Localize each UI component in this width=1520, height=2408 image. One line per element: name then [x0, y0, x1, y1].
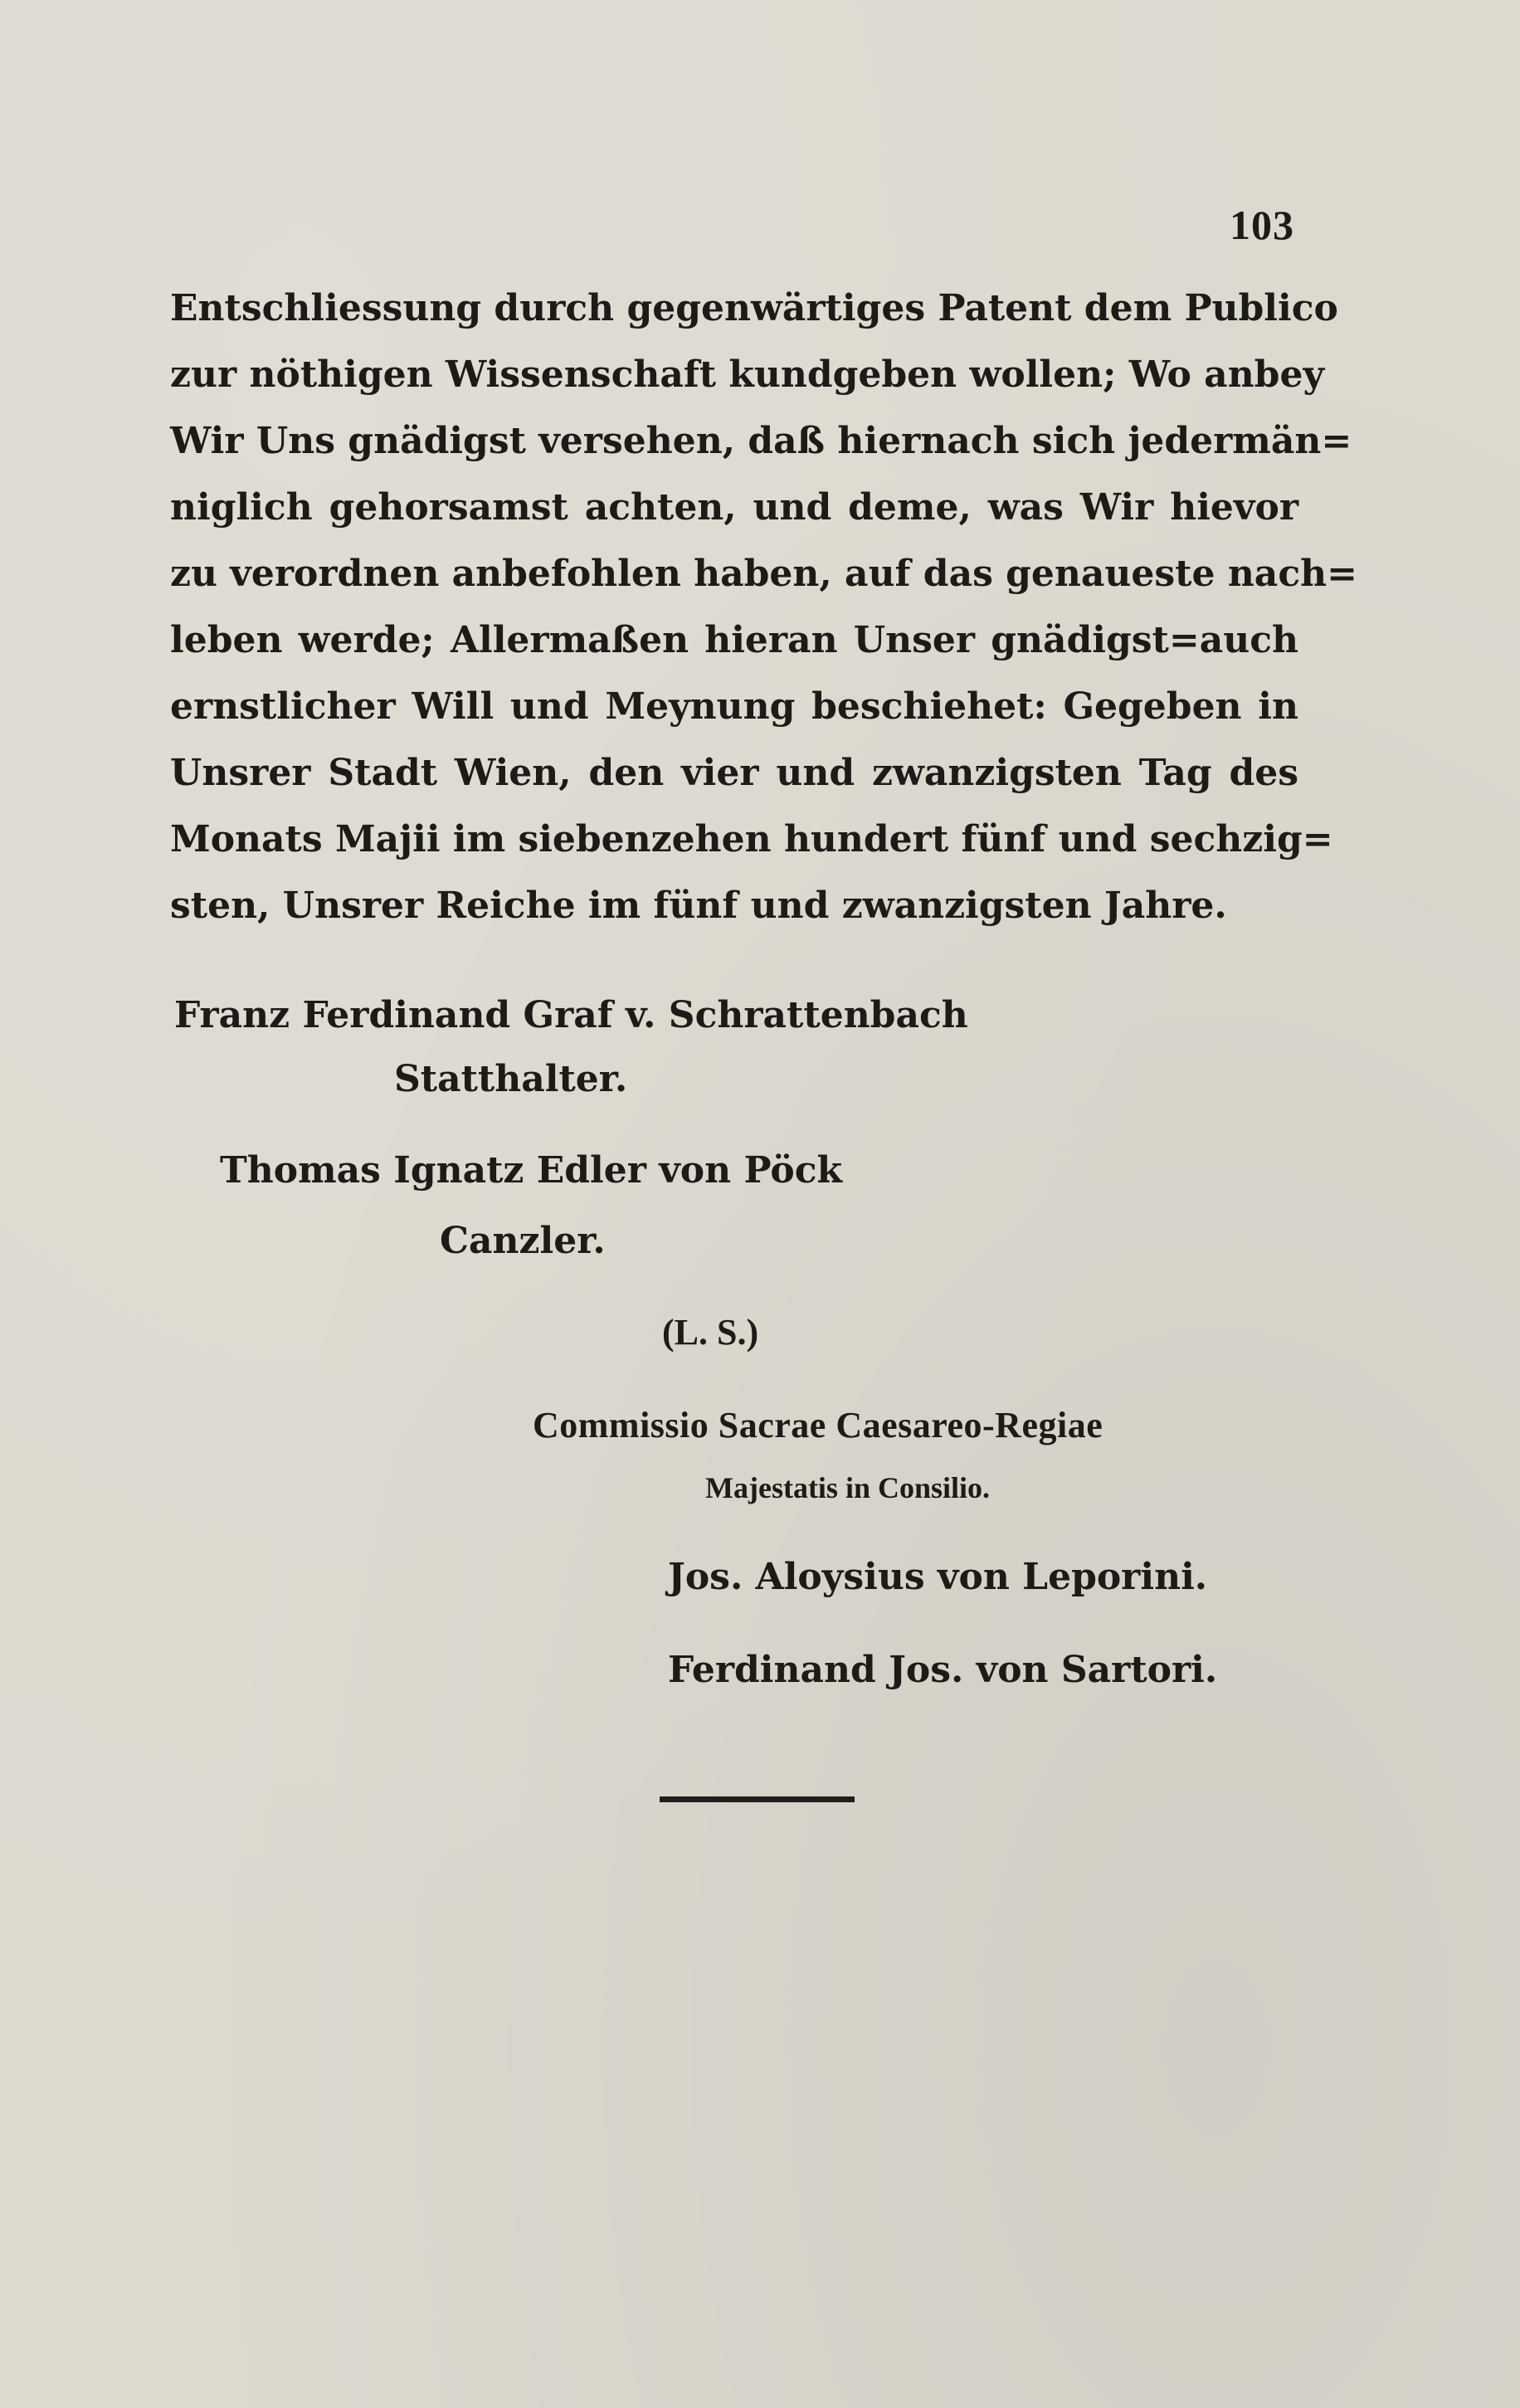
closing-rule [660, 1796, 855, 1802]
text-line: ernstlicher Will und Meynung beschiehet: Gegeben in [170, 685, 1298, 728]
page-number: 103 [1230, 202, 1294, 248]
commission-line: Commissio Sacrae Caesareo-Regiae [533, 1405, 1103, 1445]
text-line: Wir Uns gnädigst versehen, daß hiernach sich jedermän= [170, 420, 1352, 462]
signatory-name: Ferdinand Jos. von Sartori. [668, 1649, 1218, 1691]
signatory-title: Canzler. [440, 1220, 606, 1262]
signatory-name: Franz Ferdinand Graf v. Schrattenbach [174, 994, 968, 1036]
text-line: zu verordnen anbefohlen haben, auf das genaueste nach= [170, 553, 1357, 595]
seal-mark: (L. S.) [662, 1312, 759, 1353]
signatory-name: Jos. Aloysius von Leporini. [668, 1556, 1208, 1598]
text-line: leben werde; Allermaßen hieran Unser gnädigst=auch [170, 619, 1298, 661]
body-paragraph [170, 275, 1357, 939]
commission-line: Majestatis in Consilio. [705, 1471, 991, 1504]
signatory-name: Thomas Ignatz Edler von Pöck [220, 1149, 842, 1192]
text-line: zur nöthigen Wissenschaft kundgeben wollen; Wo anbey [170, 353, 1325, 396]
text-line: sten, Unsrer Reiche im fünf und zwanzigsten Jahre. [170, 885, 1227, 927]
text-line: niglich gehorsamst achten, und deme, was Wir hievor [170, 486, 1298, 529]
signatory-title: Statthalter. [394, 1058, 628, 1100]
text-line: Entschliessung durch gegenwärtiges Patent dem Publico [170, 287, 1338, 329]
text-line: Monats Majii im siebenzehen hundert fünf und sechzig= [170, 818, 1333, 860]
text-line: Unsrer Stadt Wien, den vier und zwanzigsten Tag des [170, 752, 1298, 794]
